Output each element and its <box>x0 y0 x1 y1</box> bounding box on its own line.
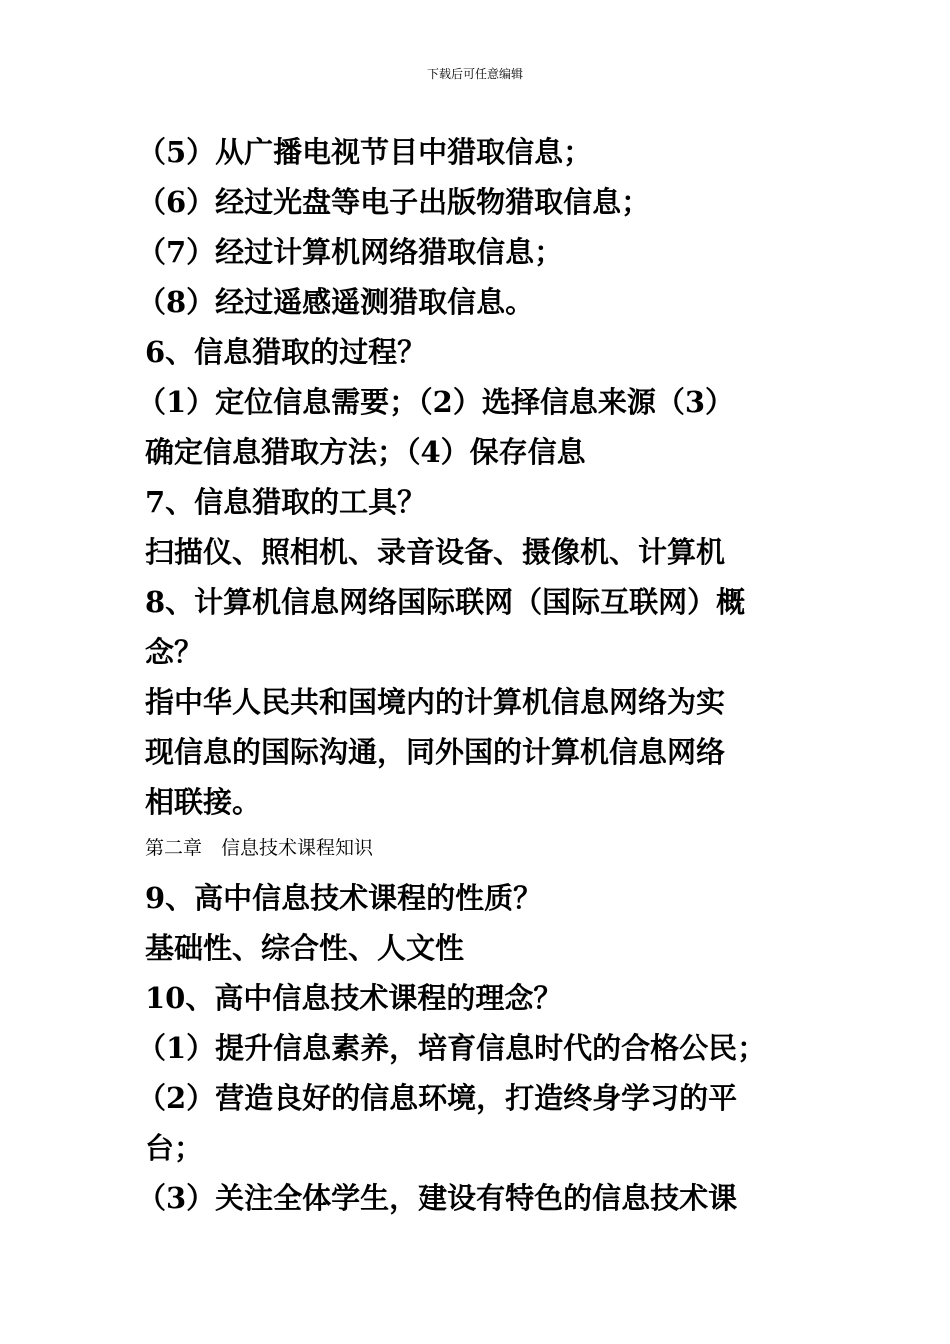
question-heading: 念？ <box>145 635 204 669</box>
question-heading: 7、信息猎取的工具？ <box>145 485 427 519</box>
text-line: 现信息的国际沟通，同外国的计算机信息网络 <box>145 735 726 769</box>
text-line: 指中华人民共和国境内的计算机信息网络为实 <box>145 685 726 719</box>
text-line: （8）经过遥感遥测猎取信息。 <box>137 285 535 319</box>
text-line: （6）经过光盘等电子出版物猎取信息； <box>137 185 651 219</box>
question-heading: 8、计算机信息网络国际联网（国际互联网）概 <box>145 585 746 619</box>
question-heading: 10、高中信息技术课程的理念？ <box>145 981 563 1015</box>
text-line: 台； <box>145 1131 204 1165</box>
text-line: （2）营造良好的信息环境，打造终身学习的平 <box>137 1081 738 1115</box>
chapter-heading: 第二章 信息技术课程知识 <box>145 837 374 859</box>
text-line: 扫描仪、照相机、录音设备、摄像机、计算机 <box>145 535 726 569</box>
question-heading: 6、信息猎取的过程？ <box>145 335 427 369</box>
text-line: （7）经过计算机网络猎取信息； <box>137 235 564 269</box>
text-line: 相联接。 <box>145 785 262 819</box>
text-line: （1）定位信息需要；（2）选择信息来源（3） <box>137 385 735 419</box>
text-line: 确定信息猎取方法；（4）保存信息 <box>145 435 586 469</box>
question-heading: 9、高中信息技术课程的性质？ <box>145 881 543 915</box>
text-line: （5）从广播电视节目中猎取信息； <box>137 135 593 169</box>
text-line: （1）提升信息素养，培育信息时代的合格公民； <box>137 1031 767 1065</box>
page-header: 下载后可任意编辑 <box>426 67 523 81</box>
document-body <box>137 127 825 1223</box>
text-line: （3）关注全体学生，建设有特色的信息技术课 <box>137 1181 738 1215</box>
text-line: 基础性、综合性、人文性 <box>145 931 465 965</box>
